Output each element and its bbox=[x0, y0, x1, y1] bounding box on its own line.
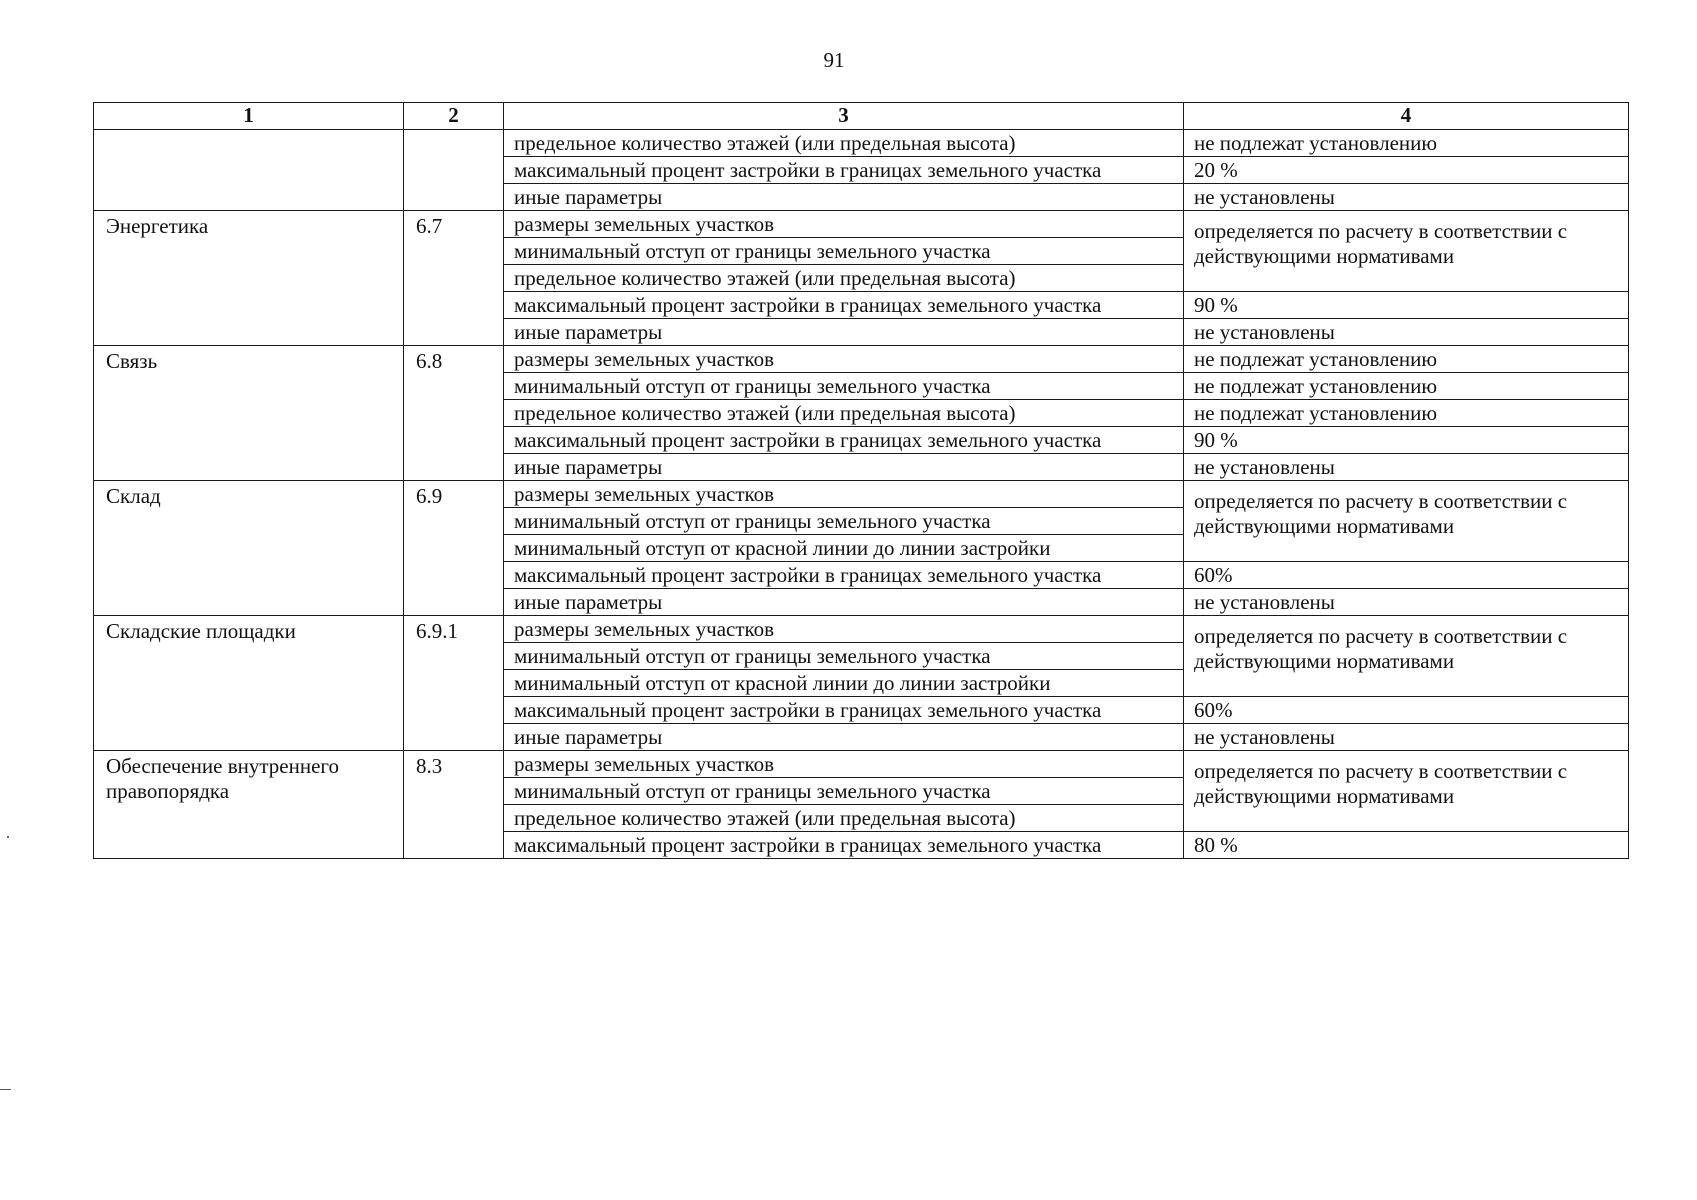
param-cell: размеры земельных участков bbox=[504, 751, 1184, 778]
page-number: 91 bbox=[823, 48, 845, 72]
param-cell: максимальный процент застройки в границах земельного участка bbox=[504, 157, 1184, 184]
table-row bbox=[94, 481, 1629, 508]
value-cell: не установлены bbox=[1184, 319, 1629, 346]
param-cell: максимальный процент застройки в границах земельного участка bbox=[504, 832, 1184, 859]
value-cell: определяется по расчету в соответствии с действующими нормативами bbox=[1184, 616, 1629, 697]
param-cell: максимальный процент застройки в границах земельного участка bbox=[504, 292, 1184, 319]
use-type-code: 6.7 bbox=[404, 211, 504, 346]
param-cell: размеры земельных участков bbox=[504, 346, 1184, 373]
param-cell: предельное количество этажей (или предельная высота) bbox=[504, 400, 1184, 427]
value-cell: не установлены bbox=[1184, 724, 1629, 751]
column-header-4: 4 bbox=[1184, 103, 1629, 130]
use-type-name: Обеспечение внутреннего правопорядка bbox=[94, 751, 404, 859]
param-cell: иные параметры bbox=[504, 184, 1184, 211]
param-cell: минимальный отступ от красной линии до линии застройки bbox=[504, 535, 1184, 562]
name-cell-empty bbox=[94, 130, 404, 211]
value-cell: не подлежат установлению bbox=[1184, 400, 1629, 427]
use-type-name: Склад bbox=[94, 481, 404, 616]
param-cell: минимальный отступ от границы земельного участка bbox=[504, 508, 1184, 535]
value-cell: определяется по расчету в соответствии с действующими нормативами bbox=[1184, 481, 1629, 562]
use-type-code: 8.3 bbox=[404, 751, 504, 859]
param-cell: размеры земельных участков bbox=[504, 481, 1184, 508]
scan-speck bbox=[7, 836, 9, 838]
param-cell: иные параметры bbox=[504, 589, 1184, 616]
column-header-1: 1 bbox=[94, 103, 404, 130]
value-cell: не подлежат установлению bbox=[1184, 130, 1629, 157]
param-cell: минимальный отступ от границы земельного участка bbox=[504, 373, 1184, 400]
use-type-code: 6.8 bbox=[404, 346, 504, 481]
param-cell: максимальный процент застройки в границах земельного участка bbox=[504, 562, 1184, 589]
param-cell: минимальный отступ от границы земельного участка bbox=[504, 778, 1184, 805]
param-cell: минимальный отступ от красной линии до линии застройки bbox=[504, 670, 1184, 697]
value-cell: не подлежат установлению bbox=[1184, 346, 1629, 373]
use-type-name: Связь bbox=[94, 346, 404, 481]
value-cell: 90 % bbox=[1184, 427, 1629, 454]
column-header-3: 3 bbox=[504, 103, 1184, 130]
value-cell: не установлены bbox=[1184, 184, 1629, 211]
column-header-2: 2 bbox=[404, 103, 504, 130]
param-cell: иные параметры bbox=[504, 454, 1184, 481]
value-cell: 60% bbox=[1184, 562, 1629, 589]
param-cell: предельное количество этажей (или предельная высота) bbox=[504, 265, 1184, 292]
use-type-code: 6.9.1 bbox=[404, 616, 504, 751]
param-cell: иные параметры bbox=[504, 724, 1184, 751]
table-row bbox=[94, 616, 1629, 643]
table-row bbox=[94, 346, 1629, 373]
value-cell: 90 % bbox=[1184, 292, 1629, 319]
table-row bbox=[94, 211, 1629, 238]
param-cell: размеры земельных участков bbox=[504, 211, 1184, 238]
param-cell: минимальный отступ от границы земельного участка bbox=[504, 238, 1184, 265]
param-cell: размеры земельных участков bbox=[504, 616, 1184, 643]
value-cell: определяется по расчету в соответствии с действующими нормативами bbox=[1184, 751, 1629, 832]
use-type-code: 6.9 bbox=[404, 481, 504, 616]
param-cell: предельное количество этажей (или предельная высота) bbox=[504, 805, 1184, 832]
scan-margin-mark bbox=[0, 1089, 11, 1090]
land-parameters-table bbox=[93, 102, 1629, 859]
param-cell: иные параметры bbox=[504, 319, 1184, 346]
use-type-name: Энергетика bbox=[94, 211, 404, 346]
value-cell: 20 % bbox=[1184, 157, 1629, 184]
value-cell: не подлежат установлению bbox=[1184, 373, 1629, 400]
use-type-name: Складские площадки bbox=[94, 616, 404, 751]
table-header-row bbox=[94, 103, 1629, 130]
param-cell: максимальный процент застройки в границах земельного участка bbox=[504, 697, 1184, 724]
param-cell: предельное количество этажей (или предельная высота) bbox=[504, 130, 1184, 157]
value-cell: не установлены bbox=[1184, 454, 1629, 481]
value-cell: 60% bbox=[1184, 697, 1629, 724]
value-cell: 80 % bbox=[1184, 832, 1629, 859]
value-cell: не установлены bbox=[1184, 589, 1629, 616]
param-cell: максимальный процент застройки в границах земельного участка bbox=[504, 427, 1184, 454]
value-cell: определяется по расчету в соответствии с действующими нормативами bbox=[1184, 211, 1629, 292]
param-cell: минимальный отступ от границы земельного участка bbox=[504, 643, 1184, 670]
table-row bbox=[94, 751, 1629, 778]
code-cell-empty bbox=[404, 130, 504, 211]
table-row bbox=[94, 130, 1629, 157]
